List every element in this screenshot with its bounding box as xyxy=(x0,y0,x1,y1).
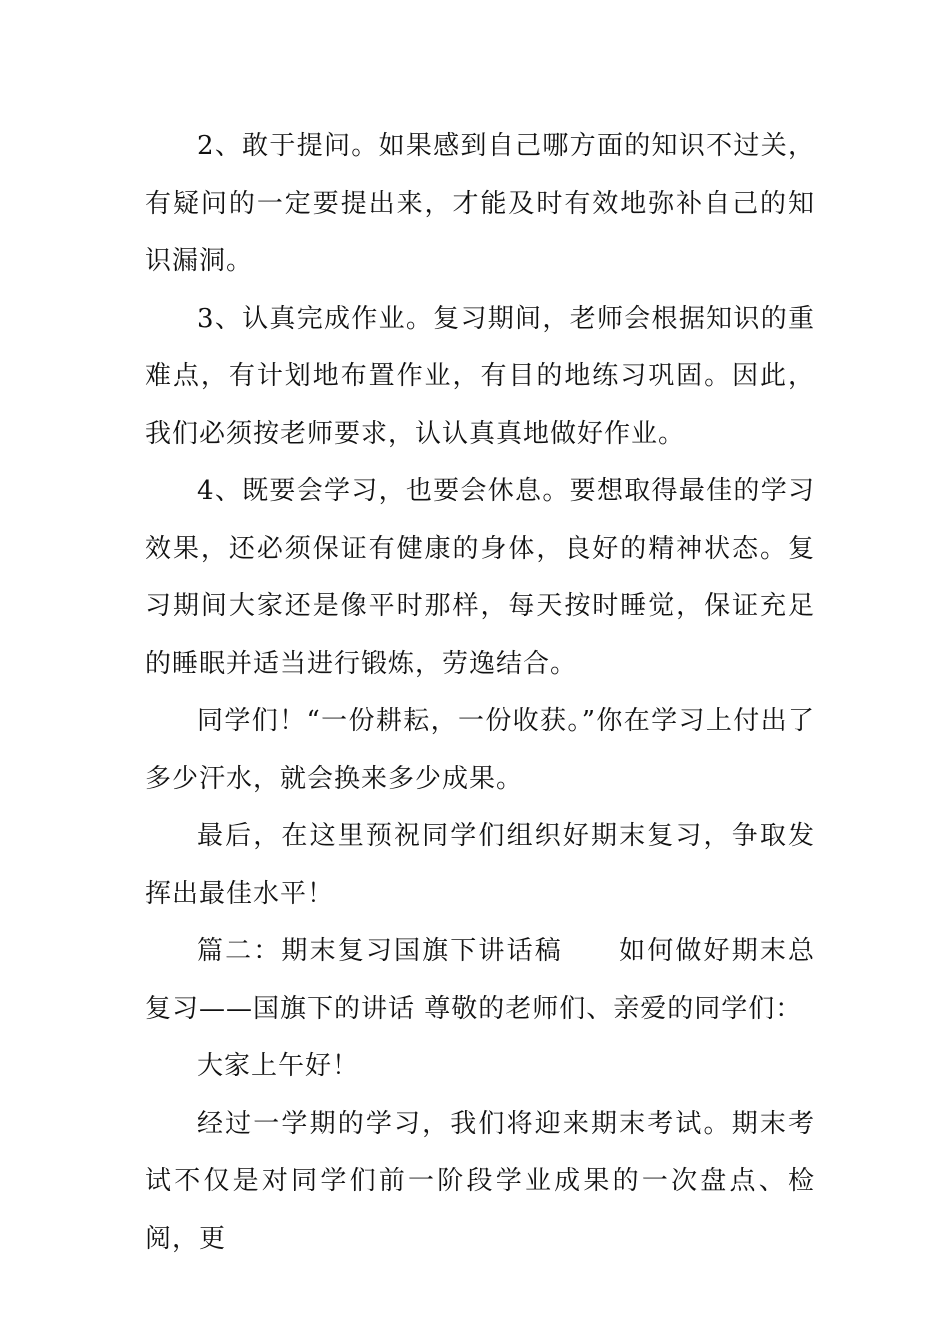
paragraph-closing-wish: 最后，在这里预祝同学们组织好期末复习，争取发挥出最佳水平！ xyxy=(145,821,815,909)
paragraph-greeting: 大家上午好！ xyxy=(197,1051,360,1081)
paragraph-exam-intro: 经过一学期的学习，我们将迎来期末考试。期末考试不仅是对同学们前一阶段学业成果的一次盘点、检阅，更 xyxy=(145,1108,815,1254)
paragraph-4-rest: 4、既要会学习，也要会休息。要想取得最佳的学习效果，还必须保证有健康的身体，良好的精神状态。复习期间大家还是像平时那样，每天按时睡觉，保证充足的睡眠并适当进行锻炼，劳逸结合。 xyxy=(145,476,815,679)
document-body xyxy=(145,118,815,1268)
paragraph-effort-reward: 同学们！“一份耕耘，一份收获。”你在学习上付出了多少汗水，就会换来多少成果。 xyxy=(145,706,815,794)
paragraph-2-ask-questions: 2、敢于提问。如果感到自己哪方面的知识不过关，有疑问的一定要提出来，才能及时有效地弥补自己的知识漏洞。 xyxy=(145,131,815,276)
paragraph-section-two-title: 篇二：期末复习国旗下讲话稿 如何做好期末总复习——国旗下的讲话 尊敬的老师们、亲爱的同学们： xyxy=(145,936,815,1024)
paragraph-3-homework: 3、认真完成作业。复习期间，老师会根据知识的重难点，有计划地布置作业，有目的地练习巩固。因此，我们必须按老师要求，认认真真地做好作业。 xyxy=(145,303,815,449)
